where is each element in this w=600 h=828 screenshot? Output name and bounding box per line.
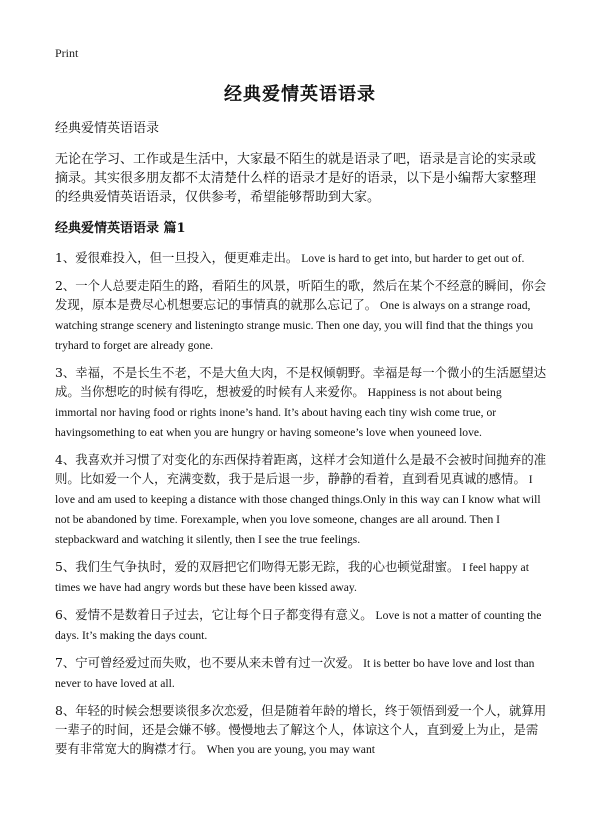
quote-english: One is always on a strange road, watching strange scenery and listeningto strange music. Then one day, you will find that the things you tryhard to forget are already gone.: [55, 299, 534, 352]
page-title: 经典爱情英语语录: [224, 84, 376, 105]
quote-english: Love is not a matter of counting the days. It’s making the days count.: [55, 609, 542, 642]
quote-entry: [55, 653, 547, 693]
quote-chinese: 1、爱很难投入，但一旦投入，便更难走出。: [55, 250, 299, 265]
quote-english: I love and am used to keeping a distance with those changed things.Only in this way can I know what will not be abandoned by time. Forexample, when you love someone, changes are all around. Then I stepbackward and watching it silently, then I see the true feelings.: [55, 473, 541, 546]
quote-entry: [55, 557, 547, 597]
quote-chinese: 4、我喜欢并习惯了对变化的东西保持着距离，这样才会知道什么是最不会被时间抛弃的准则。比如爱一个人，充满变数，我于是后退一步，静静的看着，直到看见真诚的感情。: [55, 452, 547, 486]
quote-english: When you are young, you may want: [203, 743, 375, 756]
quote-entry: [55, 363, 547, 442]
quote-english: It is better bo have love and lost than never to have loved at all.: [55, 657, 535, 690]
quote-entry: [55, 701, 547, 759]
quote-entry: [55, 450, 547, 549]
section-heading: 经典爱情英语语录 篇1: [55, 221, 186, 236]
quote-chinese: 8、年轻的时候会想要谈很多次恋爱，但是随着年龄的增长，终于领悟到爱一个人，就算用一辈子的时间，还是会嫌不够。慢慢地去了解这个人，体谅这个人，直到爱上为止，是需要有非常宽大的胸襟才行。: [55, 703, 547, 756]
document-subtitle: 经典爱情英语语录: [55, 121, 160, 136]
quote-chinese: 3、幸福，不是长生不老，不是大鱼大肉，不是权倾朝野。幸福是每一个微小的生活愿望达成。当你想吃的时候有得吃，想被爱的时候有人来爱你。: [55, 365, 547, 399]
quote-list: [55, 248, 547, 759]
quote-chinese: 7、宁可曾经爱过而失败，也不要从来未曾有过一次爱。: [55, 655, 361, 670]
quote-english: Happiness is not about being immortal nor having food or rights inone’s hand. It’s about having each tiny wish come true, or havingsomething to eat when you are hungry or having someone’s love when youneed love.: [55, 386, 502, 439]
quote-entry: [55, 605, 547, 645]
quote-entry: [55, 276, 547, 355]
quote-chinese: 5、我们生气争执时，爱的双唇把它们吻得无影无踪，我的心也顿觉甜蜜。: [55, 559, 460, 574]
quote-english: Love is hard to get into, but harder to get out of.: [298, 252, 525, 265]
quote-chinese: 2、一个人总要走陌生的路，看陌生的风景，听陌生的歌，然后在某个不经意的瞬间，你会发现，原本是费尽心机想要忘记的事情真的就那么忘记了。: [55, 278, 547, 312]
quote-entry: [55, 248, 547, 268]
print-link[interactable]: Print: [55, 46, 79, 60]
document-body: [55, 120, 547, 767]
quote-chinese: 6、爱情不是数着日子过去，它让每个日子都变得有意义。: [55, 607, 373, 622]
quote-english: I feel happy at times we have had angry words but these have been kissed away.: [55, 561, 529, 594]
intro-paragraph: 无论在学习、工作或是生活中，大家最不陌生的就是语录了吧，语录是言论的实录或摘录。其实很多朋友都不太清楚什么样的语录才是好的语录，以下是小编帮大家整理的经典爱情英语语录，仅供参考，希望能够帮助到大家。: [55, 152, 537, 205]
